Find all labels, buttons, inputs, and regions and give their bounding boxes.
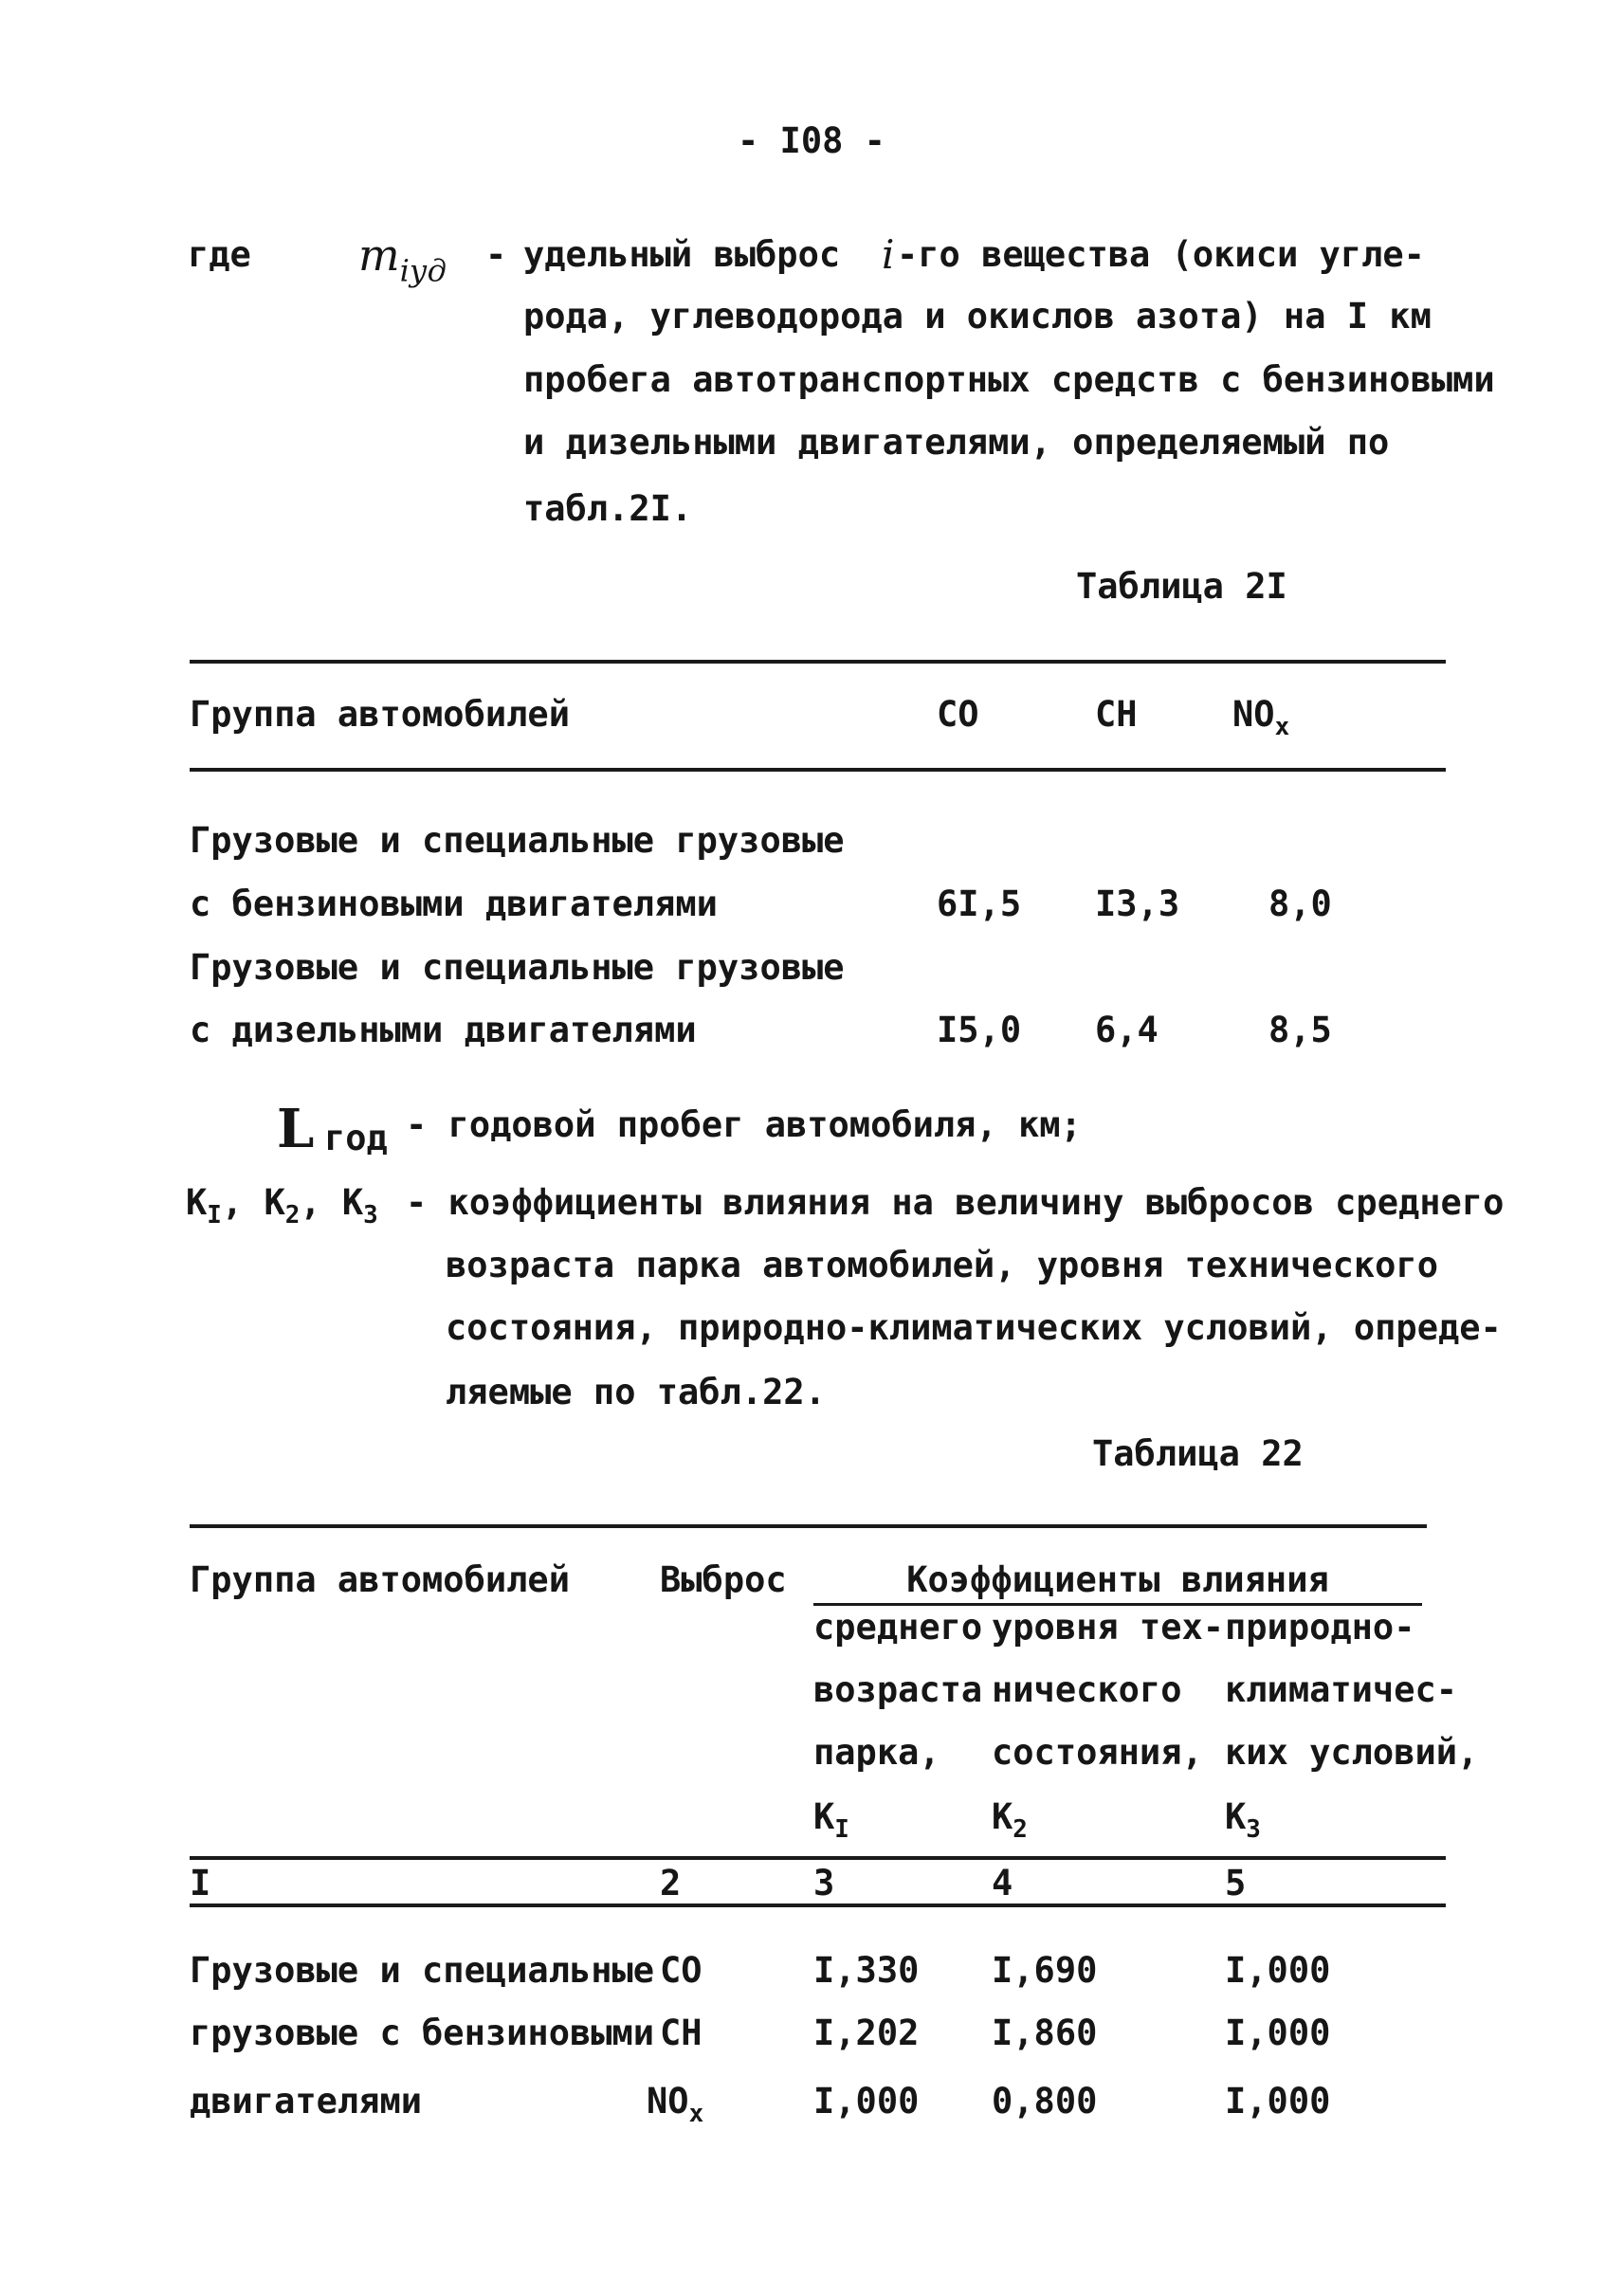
table22-group-line3: двигателями xyxy=(190,2081,423,2122)
table22-rule-numbers xyxy=(190,1903,1446,1907)
k-symbols: $K_I$, $K_2$, $K_3$ xyxy=(186,1182,378,1230)
table21-row2-group-line2: с дизельными двигателями xyxy=(190,1010,697,1050)
table22-rule-top xyxy=(190,1524,1427,1528)
row3-nox-subscript: x xyxy=(688,2100,704,2129)
table22-row2-k3: I,000 xyxy=(1225,2013,1331,2053)
index-i: i xyxy=(882,231,895,278)
def1-line-1a: удельный выброс xyxy=(523,234,841,275)
term-dash: - xyxy=(485,234,507,275)
k2-head-subscript: 2 xyxy=(1013,1815,1028,1845)
table22-k2-line1: уровня тех- xyxy=(992,1607,1225,1648)
table21-header-group: Группа автомобилей xyxy=(190,694,570,735)
k-def-line-1: - коэффициенты влияния на величину выбросов среднего xyxy=(406,1182,1505,1223)
table22-row3-k2: 0,800 xyxy=(992,2081,1098,2122)
term-subscript: iуд xyxy=(399,252,447,289)
table22-k3-line1: природно- xyxy=(1225,1607,1415,1648)
l-definition: - годовой пробег автомобиля, км; xyxy=(406,1104,1082,1145)
table22-row2-k2: I,860 xyxy=(992,2013,1098,2053)
l-symbol: L xyxy=(277,1098,315,1160)
table21-row1-group-line2: с бензиновыми двигателями xyxy=(190,883,718,924)
def1-line-1b: -го вещества (окиси угле- xyxy=(897,234,1425,275)
term-m-iud xyxy=(358,229,447,289)
table22-colnum-4: 4 xyxy=(992,1863,1013,1903)
table21-row1-group-line1: Грузовые и специальные грузовые xyxy=(190,820,845,861)
k1-symbol: K xyxy=(186,1182,208,1223)
table22-colnum-2: 2 xyxy=(660,1863,682,1903)
k1-head-subscript: I xyxy=(834,1815,849,1845)
nox-subscript: x xyxy=(1274,713,1290,742)
table22-row3-emission xyxy=(647,2081,704,2129)
table22-k1-line2: возраста xyxy=(813,1669,983,1710)
table22-header-coeffs: Коэффициенты влияния xyxy=(813,1562,1422,1606)
table21-rule-mid xyxy=(190,768,1446,772)
table22-header-group: Группа автомобилей xyxy=(190,1559,570,1600)
def1-line-2: рода, углеводорода и окислов азота) на I км xyxy=(523,296,1432,337)
table21-header-nox xyxy=(1232,694,1290,742)
k3-symbol: K xyxy=(341,1182,364,1223)
table22-colnum-1: I xyxy=(190,1863,211,1903)
table22-k1-symbol xyxy=(813,1796,849,1845)
row3-nox-symbol: NO xyxy=(647,2081,689,2122)
table22-k3-line3: ких условий, xyxy=(1225,1732,1479,1773)
l-subscript: год xyxy=(324,1118,388,1158)
table22-colnum-5: 5 xyxy=(1225,1863,1247,1903)
table22-row1-k3: I,000 xyxy=(1225,1950,1331,1991)
table22-k2-line2: нического xyxy=(992,1669,1182,1710)
table21-row2-nox: 8,5 xyxy=(1268,1010,1332,1050)
table22-row2-k1: I,202 xyxy=(813,2013,920,2053)
k2-symbol: K xyxy=(264,1182,285,1223)
k2-subscript: 2 xyxy=(284,1201,301,1230)
table21-row2-co: I5,0 xyxy=(937,1010,1022,1050)
table22-row1-emission: CO xyxy=(660,1950,703,1991)
table22-k3-symbol xyxy=(1225,1796,1261,1845)
nox-symbol: NO xyxy=(1232,694,1275,735)
table22-row1-k2: I,690 xyxy=(992,1950,1098,1991)
table21-caption: Таблица 2I xyxy=(1076,566,1287,607)
k1-head-symbol: K xyxy=(813,1796,835,1837)
table22-row2-emission: CH xyxy=(660,2013,703,2053)
table22-group-line1: Грузовые и специальные xyxy=(190,1950,655,1991)
where-word: где xyxy=(188,234,251,275)
k3-subscript: 3 xyxy=(363,1201,378,1230)
table22-row3-k3: I,000 xyxy=(1225,2081,1331,2122)
page-number: - I08 - xyxy=(738,120,885,161)
table22-k2-line3: состояния, xyxy=(992,1732,1203,1773)
table21-row1-co: 6I,5 xyxy=(937,883,1022,924)
table22-k1-line1: среднего xyxy=(813,1607,983,1648)
def1-line-5: табл.2I. xyxy=(523,488,693,529)
term-symbol: m xyxy=(358,229,400,281)
table22-row1-k1: I,330 xyxy=(813,1950,920,1991)
table22-k1-line3: парка, xyxy=(813,1732,940,1773)
table22-k3-line2: климатичес- xyxy=(1225,1669,1458,1710)
k-def-line-4: ляемые по табл.22. xyxy=(446,1372,826,1412)
table21-row2-group-line1: Грузовые и специальные грузовые xyxy=(190,947,845,988)
def1-line-4: и дизельными двигателями, определяемый по xyxy=(523,422,1390,463)
k1-subscript: I xyxy=(207,1201,222,1230)
table22-row3-k1: I,000 xyxy=(813,2081,920,2122)
table22-rule-header xyxy=(190,1856,1446,1860)
table22-k2-symbol xyxy=(992,1796,1028,1845)
table21-row1-ch: I3,3 xyxy=(1095,883,1180,924)
k-def-line-3: состояния, природно-климатических условий, опреде- xyxy=(446,1307,1502,1348)
table21-rule-top xyxy=(190,660,1446,664)
table22-header-emission: Выброс xyxy=(660,1559,787,1600)
table22-caption: Таблица 22 xyxy=(1092,1433,1304,1474)
k3-head-symbol: K xyxy=(1225,1796,1247,1837)
table22-group-line2: грузовые с бензиновыми xyxy=(190,2013,655,2053)
k3-head-subscript: 3 xyxy=(1246,1815,1261,1845)
table21-row1-nox: 8,0 xyxy=(1268,883,1332,924)
k2-head-symbol: K xyxy=(992,1796,1013,1837)
table21-header-ch: CH xyxy=(1095,694,1138,735)
k-def-line-2: возраста парка автомобилей, уровня технического xyxy=(446,1245,1438,1285)
table22-colnum-3: 3 xyxy=(813,1863,835,1903)
table21-row2-ch: 6,4 xyxy=(1095,1010,1159,1050)
def1-line-3: пробега автотранспортных средств с бензиновыми xyxy=(523,359,1495,400)
table21-header-co: CO xyxy=(937,694,979,735)
